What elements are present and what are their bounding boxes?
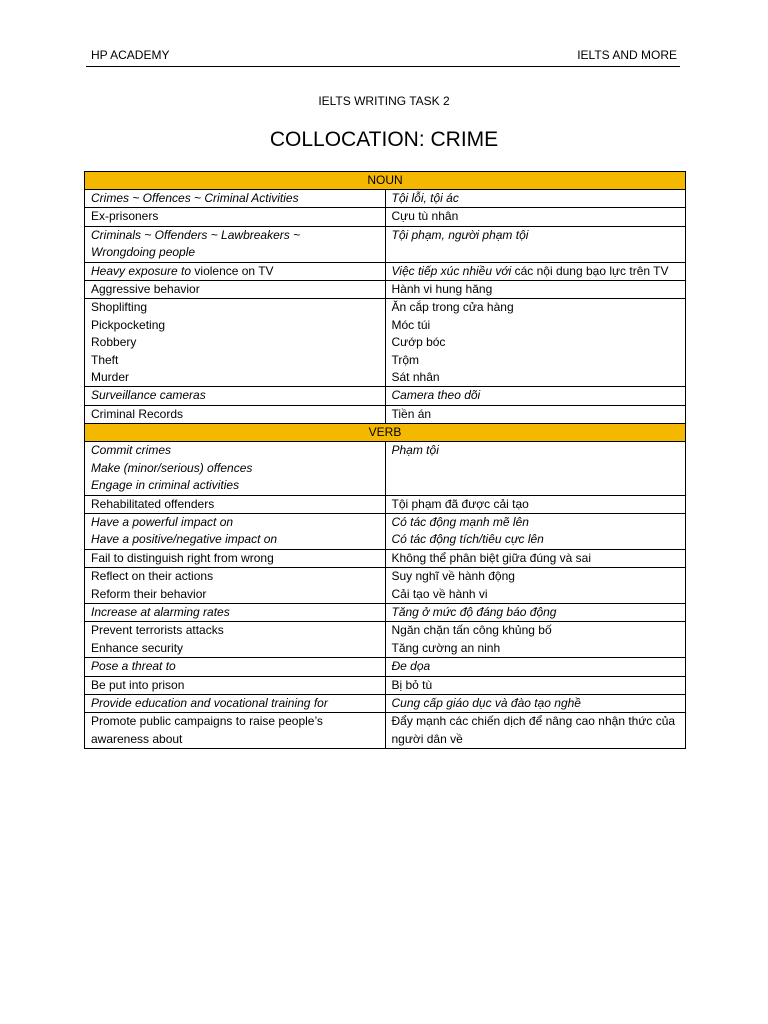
- cell-line: [392, 586, 680, 603]
- cell-text: Make (minor/serious) offences: [91, 460, 253, 475]
- vietnamese-cell: [385, 513, 686, 549]
- english-cell: [85, 513, 386, 549]
- cell-text: Cướp bóc: [391, 335, 446, 350]
- cell-line: [91, 604, 379, 621]
- cell-text: Reflect on their actions: [91, 569, 214, 584]
- cell-line: [91, 677, 379, 694]
- vietnamese-cell: [385, 495, 686, 513]
- cell-line: [392, 190, 680, 207]
- table-row: [85, 713, 686, 749]
- vietnamese-cell: [385, 622, 686, 658]
- table-row: [85, 568, 686, 604]
- cell-text: Móc túi: [391, 317, 431, 332]
- cell-line: [392, 677, 680, 694]
- cell-text: Cựu tù nhân: [391, 209, 459, 224]
- cell-line: [392, 352, 680, 369]
- cell-text: Robbery: [91, 335, 137, 350]
- table-row: [85, 262, 686, 280]
- cell-line: [91, 299, 379, 316]
- english-cell: [85, 226, 386, 262]
- vietnamese-cell: [385, 676, 686, 694]
- cell-line: [91, 713, 379, 748]
- cell-text: Prevent terrorists attacks: [91, 623, 224, 638]
- english-cell: [85, 442, 386, 495]
- cell-line: [91, 514, 379, 531]
- cell-text: Có tác động tích/tiêu cực lên: [391, 532, 544, 547]
- cell-text: Đe dọa: [391, 659, 431, 674]
- english-cell: [85, 190, 386, 208]
- cell-line: [91, 244, 379, 261]
- cell-line: [392, 299, 680, 316]
- cell-text: Criminal Records: [91, 406, 184, 421]
- cell-line: [91, 477, 379, 494]
- header-left: HP ACADEMY: [91, 48, 170, 62]
- table-row: [85, 658, 686, 676]
- cell-line: [91, 531, 379, 548]
- cell-line: [91, 496, 379, 513]
- cell-text: Reform their behavior: [91, 586, 207, 601]
- page-subtitle: IELTS WRITING TASK 2: [318, 94, 450, 108]
- vietnamese-cell: [385, 281, 686, 299]
- cell-text: Ngăn chặn tấn công khủng bố: [391, 623, 552, 638]
- page-header: [86, 46, 680, 67]
- cell-line: [392, 713, 680, 748]
- english-cell: [85, 622, 386, 658]
- table-row: [85, 190, 686, 208]
- cell-line: [91, 442, 379, 459]
- vietnamese-cell: [385, 568, 686, 604]
- english-cell: [85, 549, 386, 567]
- table-row: [85, 281, 686, 299]
- cell-line: [392, 496, 680, 513]
- cell-line: [91, 334, 379, 351]
- cell-text: Engage in criminal activities: [91, 478, 240, 493]
- cell-text: Ex-prisoners: [91, 209, 159, 224]
- cell-text: Không thể phân biệt giữa đúng và sai: [391, 550, 592, 565]
- english-cell: [85, 262, 386, 280]
- vietnamese-cell: [385, 226, 686, 262]
- table-row: [85, 208, 686, 226]
- cell-text: các nội dung bạo lực trên TV: [511, 263, 669, 278]
- cell-text: Murder: [91, 370, 130, 385]
- vietnamese-cell: [385, 442, 686, 495]
- cell-line: [91, 658, 379, 675]
- cell-line: [392, 406, 680, 423]
- cell-line: [392, 640, 680, 657]
- cell-text: Have a powerful impact on: [91, 514, 234, 529]
- cell-line: [392, 658, 680, 675]
- cell-line: [392, 622, 680, 639]
- cell-line: [91, 406, 379, 423]
- cell-text: Provide education and vocational training for: [91, 695, 328, 710]
- cell-text: Heavy exposure to: [91, 263, 192, 278]
- cell-line: [91, 208, 379, 225]
- vietnamese-cell: [385, 603, 686, 621]
- cell-text: Tội phạm, người phạm tội: [391, 227, 529, 242]
- cell-text: Have a positive/negative impact on: [91, 532, 278, 547]
- cell-line: [91, 695, 379, 712]
- vietnamese-cell: [385, 694, 686, 712]
- english-cell: [85, 568, 386, 604]
- cell-line: [392, 514, 680, 531]
- cell-text: Bị bỏ tù: [391, 677, 433, 692]
- cell-text: Tội phạm đã được cải tạo: [391, 496, 529, 511]
- cell-line: [392, 531, 680, 548]
- cell-text: Commit crimes: [91, 443, 171, 458]
- cell-line: [91, 586, 379, 603]
- cell-text: Pickpocketing: [91, 317, 166, 332]
- table-row: [85, 226, 686, 262]
- cell-line: [392, 604, 680, 621]
- cell-text: Camera theo dõi: [391, 388, 481, 403]
- english-cell: [85, 299, 386, 387]
- cell-line: [392, 263, 680, 280]
- english-cell: [85, 387, 386, 405]
- table-row: [85, 299, 686, 387]
- cell-text: Fail to distinguish right from wrong: [91, 550, 274, 565]
- cell-text: Việc tiếp xúc nhiều với: [391, 263, 512, 278]
- cell-text: Phạm tội: [391, 443, 439, 458]
- cell-line: [392, 227, 680, 244]
- cell-text: Promote public campaigns to raise people’s awareness about: [91, 714, 323, 746]
- page-title: COLLOCATION: CRIME: [269, 128, 499, 151]
- collocation-table: [84, 171, 686, 749]
- cell-line: [392, 281, 680, 298]
- cell-text: Tăng ở mức độ đáng báo động: [391, 604, 557, 619]
- english-cell: [85, 603, 386, 621]
- cell-text: Rehabilitated offenders: [91, 496, 215, 511]
- vietnamese-cell: [385, 405, 686, 423]
- cell-text: Pose a threat to: [91, 659, 176, 674]
- cell-text: Đẩy mạnh các chiến dịch để nâng cao nhận thức của người dân về: [391, 714, 676, 746]
- vietnamese-cell: [385, 713, 686, 749]
- english-cell: [85, 281, 386, 299]
- table-row: [85, 387, 686, 405]
- table-row: [85, 513, 686, 549]
- cell-line: [91, 622, 379, 639]
- cell-text: Có tác động mạnh mẽ lên: [391, 514, 529, 529]
- cell-text: Ăn cắp trong cửa hàng: [391, 300, 514, 315]
- english-cell: [85, 405, 386, 423]
- cell-line: [91, 263, 379, 280]
- cell-text: Crimes ~ Offences ~ Criminal Activities: [91, 191, 299, 205]
- cell-line: [392, 208, 680, 225]
- cell-line: [91, 460, 379, 477]
- section-header-row: [85, 172, 686, 190]
- cell-line: [91, 227, 379, 244]
- vietnamese-cell: [385, 190, 686, 208]
- header-right: IELTS AND MORE: [577, 48, 677, 62]
- vietnamese-cell: [385, 262, 686, 280]
- table-row: [85, 442, 686, 495]
- english-cell: [85, 208, 386, 226]
- english-cell: [85, 713, 386, 749]
- cell-text: Hành vi hung hăng: [391, 282, 493, 297]
- cell-line: [392, 695, 680, 712]
- cell-text: Tội lỗi, tội ác: [391, 191, 459, 205]
- table-row: [85, 622, 686, 658]
- vietnamese-cell: [385, 658, 686, 676]
- cell-line: [392, 568, 680, 585]
- vietnamese-cell: [385, 299, 686, 387]
- cell-text: Be put into prison: [91, 677, 185, 692]
- cell-text: Trộm: [391, 352, 420, 367]
- vietnamese-cell: [385, 387, 686, 405]
- section-header: VERB: [85, 424, 686, 442]
- table-row: [85, 405, 686, 423]
- cell-text: Suy nghĩ về hành động: [391, 569, 515, 584]
- cell-text: Cải tạo về hành vi: [391, 586, 488, 601]
- cell-text: Enhance security: [91, 640, 184, 655]
- cell-line: [91, 190, 379, 207]
- cell-line: [392, 369, 680, 386]
- section-header: NOUN: [85, 172, 686, 190]
- cell-text: Tiền án: [391, 406, 432, 421]
- cell-line: [392, 334, 680, 351]
- cell-line: [91, 281, 379, 298]
- cell-text: Increase at alarming rates: [91, 604, 230, 619]
- cell-line: [91, 640, 379, 657]
- cell-text: Shoplifting: [91, 300, 148, 315]
- english-cell: [85, 694, 386, 712]
- table-row: [85, 495, 686, 513]
- cell-line: [91, 550, 379, 567]
- vietnamese-cell: [385, 549, 686, 567]
- cell-text: Aggressive behavior: [91, 282, 200, 297]
- table-row: [85, 603, 686, 621]
- section-header-row: [85, 424, 686, 442]
- cell-text: Sát nhân: [391, 370, 440, 385]
- cell-line: [91, 568, 379, 585]
- vietnamese-cell: [385, 208, 686, 226]
- cell-text: Criminals ~ Offenders ~ Lawbreakers ~: [91, 227, 301, 242]
- english-cell: [85, 676, 386, 694]
- cell-line: [392, 317, 680, 334]
- cell-text: Tăng cường an ninh: [391, 640, 501, 655]
- cell-line: [392, 442, 680, 459]
- cell-line: [91, 352, 379, 369]
- cell-line: [392, 387, 680, 404]
- cell-text: Surveillance cameras: [91, 388, 206, 403]
- cell-text: Theft: [91, 352, 119, 367]
- table-row: [85, 549, 686, 567]
- cell-text: Cung cấp giáo dục và đào tạo nghề: [391, 695, 581, 710]
- cell-line: [91, 317, 379, 334]
- table-row: [85, 676, 686, 694]
- cell-text: Wrongdoing people: [91, 245, 196, 260]
- cell-line: [392, 550, 680, 567]
- cell-line: [91, 369, 379, 386]
- english-cell: [85, 495, 386, 513]
- english-cell: [85, 658, 386, 676]
- cell-text: violence on TV: [191, 263, 274, 278]
- cell-line: [91, 387, 379, 404]
- table-row: [85, 694, 686, 712]
